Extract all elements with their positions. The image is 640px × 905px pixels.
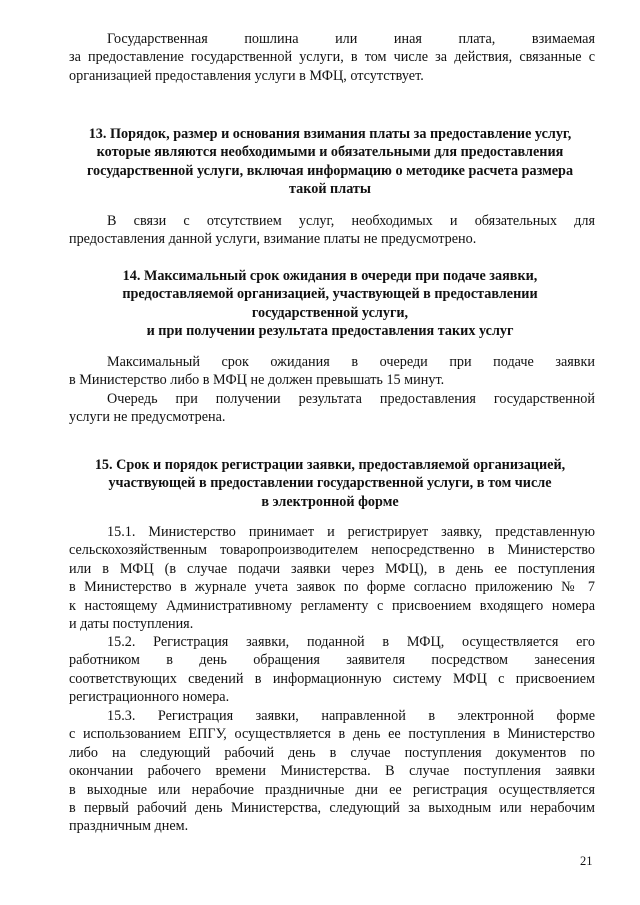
text-line: в выходные или нерабочие праздничные дни ее регистрация осуществляется xyxy=(69,781,595,798)
paragraph-15-3 xyxy=(69,707,595,836)
section-14-heading xyxy=(60,267,600,341)
text-line: праздничным днем. xyxy=(69,818,189,835)
heading-line: государственной услуги, включая информацию о методике расчета размера xyxy=(86,162,574,179)
text-line: окончании рабочего времени Министерства. В случае поступления заявки xyxy=(69,763,595,780)
heading-line: 13. Порядок, размер и основания взимания платы за предоставление услуг, xyxy=(88,126,572,142)
text-line: к настоящему Административному регламенту с присвоением входящего номера xyxy=(69,597,595,614)
section-13-heading xyxy=(60,125,600,199)
section-15-heading xyxy=(60,456,600,511)
section-13-text xyxy=(69,212,595,249)
text-line: работником в день обращения заявителя посредством занесения xyxy=(69,652,595,669)
heading-line: 15. Срок и порядок регистрации заявки, предоставляемой организацией, xyxy=(94,457,566,473)
paragraph-15-1 xyxy=(69,523,595,633)
text-line: услуги не предусмотрена. xyxy=(69,409,226,426)
heading-line: и при получении результата предоставления таких услуг xyxy=(146,323,514,340)
heading-line: такой платы xyxy=(289,181,371,198)
heading-line: участвующей в предоставлении государственной услуги, в том числе xyxy=(108,475,552,492)
fee-line: за предоставление государственной услуги, в том числе за действия, связанные с xyxy=(69,49,595,66)
paragraph-15-2 xyxy=(69,633,595,707)
text-line: с использованием ЕПГУ, осуществляется в день ее поступления в Министерство xyxy=(69,726,595,743)
text-line: 15.3. Регистрация заявки, направленной в электронной форме xyxy=(107,708,595,724)
heading-line: государственной услуги, xyxy=(251,304,409,321)
text-line: В связи с отсутствием услуг, необходимых и обязательных для xyxy=(107,213,595,229)
heading-line: 14. Максимальный срок ожидания в очереди при подаче заявки, xyxy=(122,268,538,284)
heading-line: которые являются необходимыми и обязательными для предоставления xyxy=(96,144,564,161)
text-line: регистрационного номера. xyxy=(69,689,230,706)
section-14-text-2 xyxy=(69,390,595,427)
fee-line: Государственная пошлина или иная плата, взимаемая xyxy=(107,31,595,47)
text-line: в Министерство либо в МФЦ не должен превышать 15 минут. xyxy=(69,372,445,389)
page-number: 21 xyxy=(580,854,593,868)
heading-line: в электронной форме xyxy=(261,493,399,510)
text-line: сельскохозяйственным товаропроизводителем непосредственно в Министерство xyxy=(69,542,595,559)
text-line: в первый рабочий день Министерства, следующий за выходным или нерабочим xyxy=(69,800,595,817)
text-line: Очередь при получении результата предоставления государственной xyxy=(107,391,595,407)
text-line: Максимальный срок ожидания в очереди при подаче заявки xyxy=(107,354,595,370)
text-line: либо на следующий рабочий день в случае поступления документов по xyxy=(69,744,595,761)
text-line: или в МФЦ (в случае подачи заявки через МФЦ), в день ее поступления xyxy=(69,560,595,577)
heading-line: предоставляемой организацией, участвующей в предоставлении xyxy=(122,286,538,303)
section-14-text-1 xyxy=(69,353,595,390)
text-line: в Министерство в журнале учета заявок по форме согласно приложению № 7 xyxy=(69,579,595,596)
text-line: и даты поступления. xyxy=(69,616,194,633)
fee-line: организацией предоставления услуги в МФЦ, отсутствует. xyxy=(69,67,424,84)
text-line: 15.1. Министерство принимает и регистрирует заявку, представленную xyxy=(107,524,595,540)
text-line: предоставления данной услуги, взимание платы не предусмотрено. xyxy=(69,231,477,248)
text-line: соответствующих сведений в информационную систему МФЦ с присвоением xyxy=(69,670,595,687)
fee-paragraph xyxy=(69,30,595,85)
text-line: 15.2. Регистрация заявки, поданной в МФЦ, осуществляется его xyxy=(107,634,595,650)
